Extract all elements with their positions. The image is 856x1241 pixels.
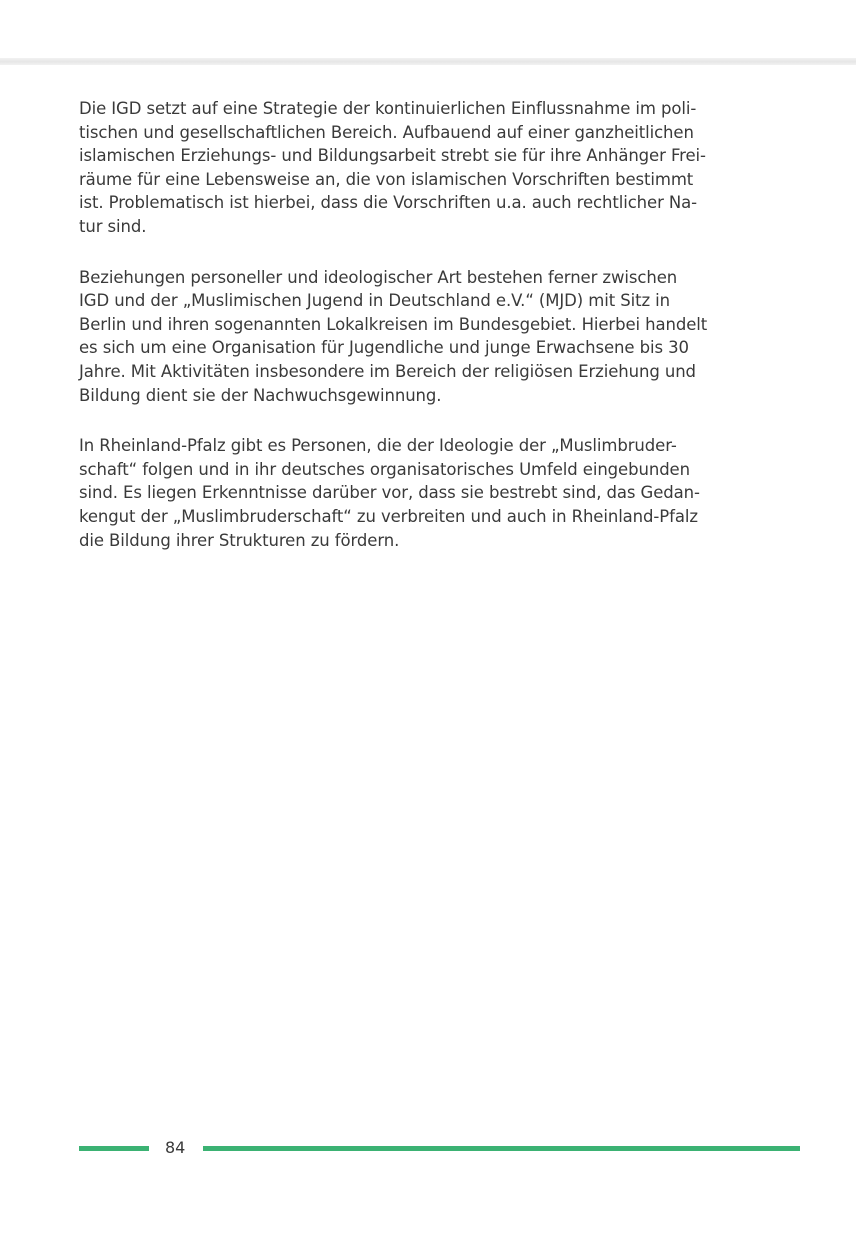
text-line: Jahre. Mit Aktivitäten insbesondere im Bereich der religiösen Erziehung und	[79, 361, 696, 381]
paragraph-rheinland-pfalz	[79, 434, 784, 552]
footer-accent-bar-left	[79, 1146, 149, 1151]
text-line: sind. Es liegen Erkenntnisse darüber vor, dass sie bestrebt sind, das Gedan-	[79, 483, 700, 503]
text-line: Die IGD setzt auf eine Strategie der kontinuierlichen Einflussnahme im poli-	[79, 99, 697, 118]
text-line: schaft“ folgen und in ihr deutsches organisatorisches Umfeld eingebunden	[79, 459, 690, 479]
text-line: islamischen Erziehungs- und Bildungsarbeit strebt sie für ihre Anhänger Frei-	[79, 146, 706, 166]
text-line: tischen und gesellschaftlichen Bereich. Aufbauend auf einer ganzheitlichen	[79, 122, 694, 142]
paragraph-mjd-relations	[79, 266, 784, 408]
text-line: In Rheinland-Pfalz gibt es Personen, die der Ideologie der „Muslimbruder-	[79, 436, 677, 456]
text-line: Beziehungen personeller und ideologischer Art bestehen ferner zwischen	[79, 267, 678, 287]
text-line: IGD und der „Muslimischen Jugend in Deutschland e.V.“ (MJD) mit Sitz in	[79, 291, 670, 311]
text-line: tur sind.	[79, 216, 147, 236]
page-number: 84	[165, 1138, 186, 1157]
text-line: räume für eine Lebensweise an, die von islamischen Vorschriften bestimmt	[79, 169, 694, 189]
paragraph-igd-strategy	[79, 97, 784, 239]
text-line: Bildung dient sie der Nachwuchsgewinnung.	[79, 385, 442, 405]
text-line: Berlin und ihren sogenannten Lokalkreisen im Bundesgebiet. Hierbei handelt	[79, 314, 708, 334]
body-text	[79, 97, 784, 579]
text-line: ist. Problematisch ist hierbei, dass die Vorschriften u.a. auch rechtlicher Na-	[79, 193, 698, 213]
text-line: kengut der „Muslimbruderschaft“ zu verbreiten und auch in Rheinland-Pfalz	[79, 506, 698, 526]
text-line: es sich um eine Organisation für Jugendliche und junge Erwachsene bis 30	[79, 338, 689, 358]
text-line: die Bildung ihrer Strukturen zu fördern.	[79, 530, 400, 550]
top-divider	[0, 58, 856, 65]
page-footer	[79, 1137, 800, 1159]
footer-accent-bar-right	[203, 1146, 800, 1151]
